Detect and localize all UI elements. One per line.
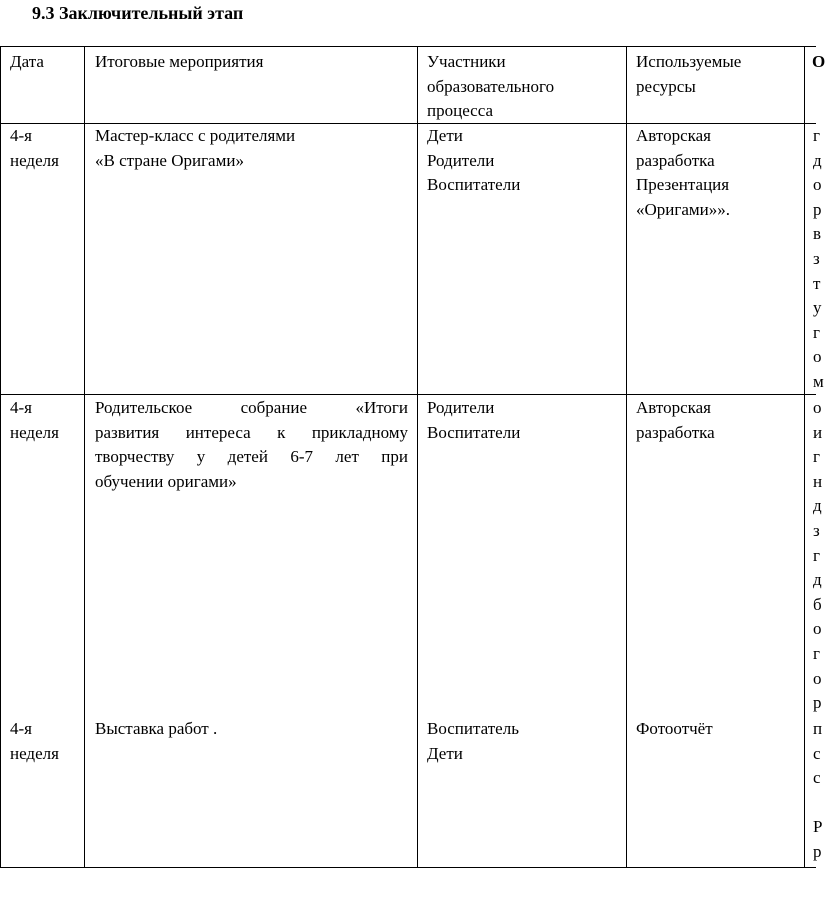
row1-date: 4-я неделя (10, 126, 59, 170)
header-participants: Участники образовательного процесса (427, 52, 555, 121)
table-border-top (0, 46, 816, 47)
plan-table (0, 46, 825, 868)
section-heading: 9.3 Заключительный этап (32, 3, 244, 23)
row3-participants: Воспитатель Дети (427, 719, 519, 763)
row2-clipped: о и г н д з г д б о г о р (813, 398, 823, 713)
row3-clipped: п с с Р р (813, 719, 823, 861)
row3-events: Выставка работ . (95, 719, 218, 738)
table-col-divider-3 (626, 46, 627, 868)
table-row-divider (0, 394, 816, 395)
row2-events: Родительское собрание «Итоги развития интереса к прикладному творчеству у детей 6-7 лет при обучении оригами» (95, 398, 408, 491)
header-clipped: О (812, 52, 825, 71)
table-col-divider-2 (417, 46, 418, 868)
row2-participants: Родители Воспитатели (427, 398, 521, 442)
row3-date: 4-я неделя (10, 719, 59, 763)
header-date: Дата (10, 52, 44, 71)
row1-participants: Дети Родители Воспитатели (427, 126, 521, 195)
row3-resources: Фотоотчёт (636, 719, 713, 738)
header-events: Итоговые мероприятия (95, 52, 264, 71)
row1-resources: Авторская разработка Презентация «Оригами»». (636, 126, 730, 219)
row2-resources: Авторская разработка (636, 398, 715, 442)
row2-date: 4-я неделя (10, 398, 59, 442)
table-col-divider-1 (84, 46, 85, 868)
table-border-left (0, 46, 1, 868)
row1-events: Мастер-класс с родителями «В стране Оригами» (95, 126, 296, 170)
table-col-divider-4 (804, 46, 805, 868)
table-border-bottom (0, 867, 816, 868)
row1-clipped: г д о р в з т у г о м (813, 126, 824, 391)
header-resources: Используемые ресурсы (636, 52, 742, 96)
